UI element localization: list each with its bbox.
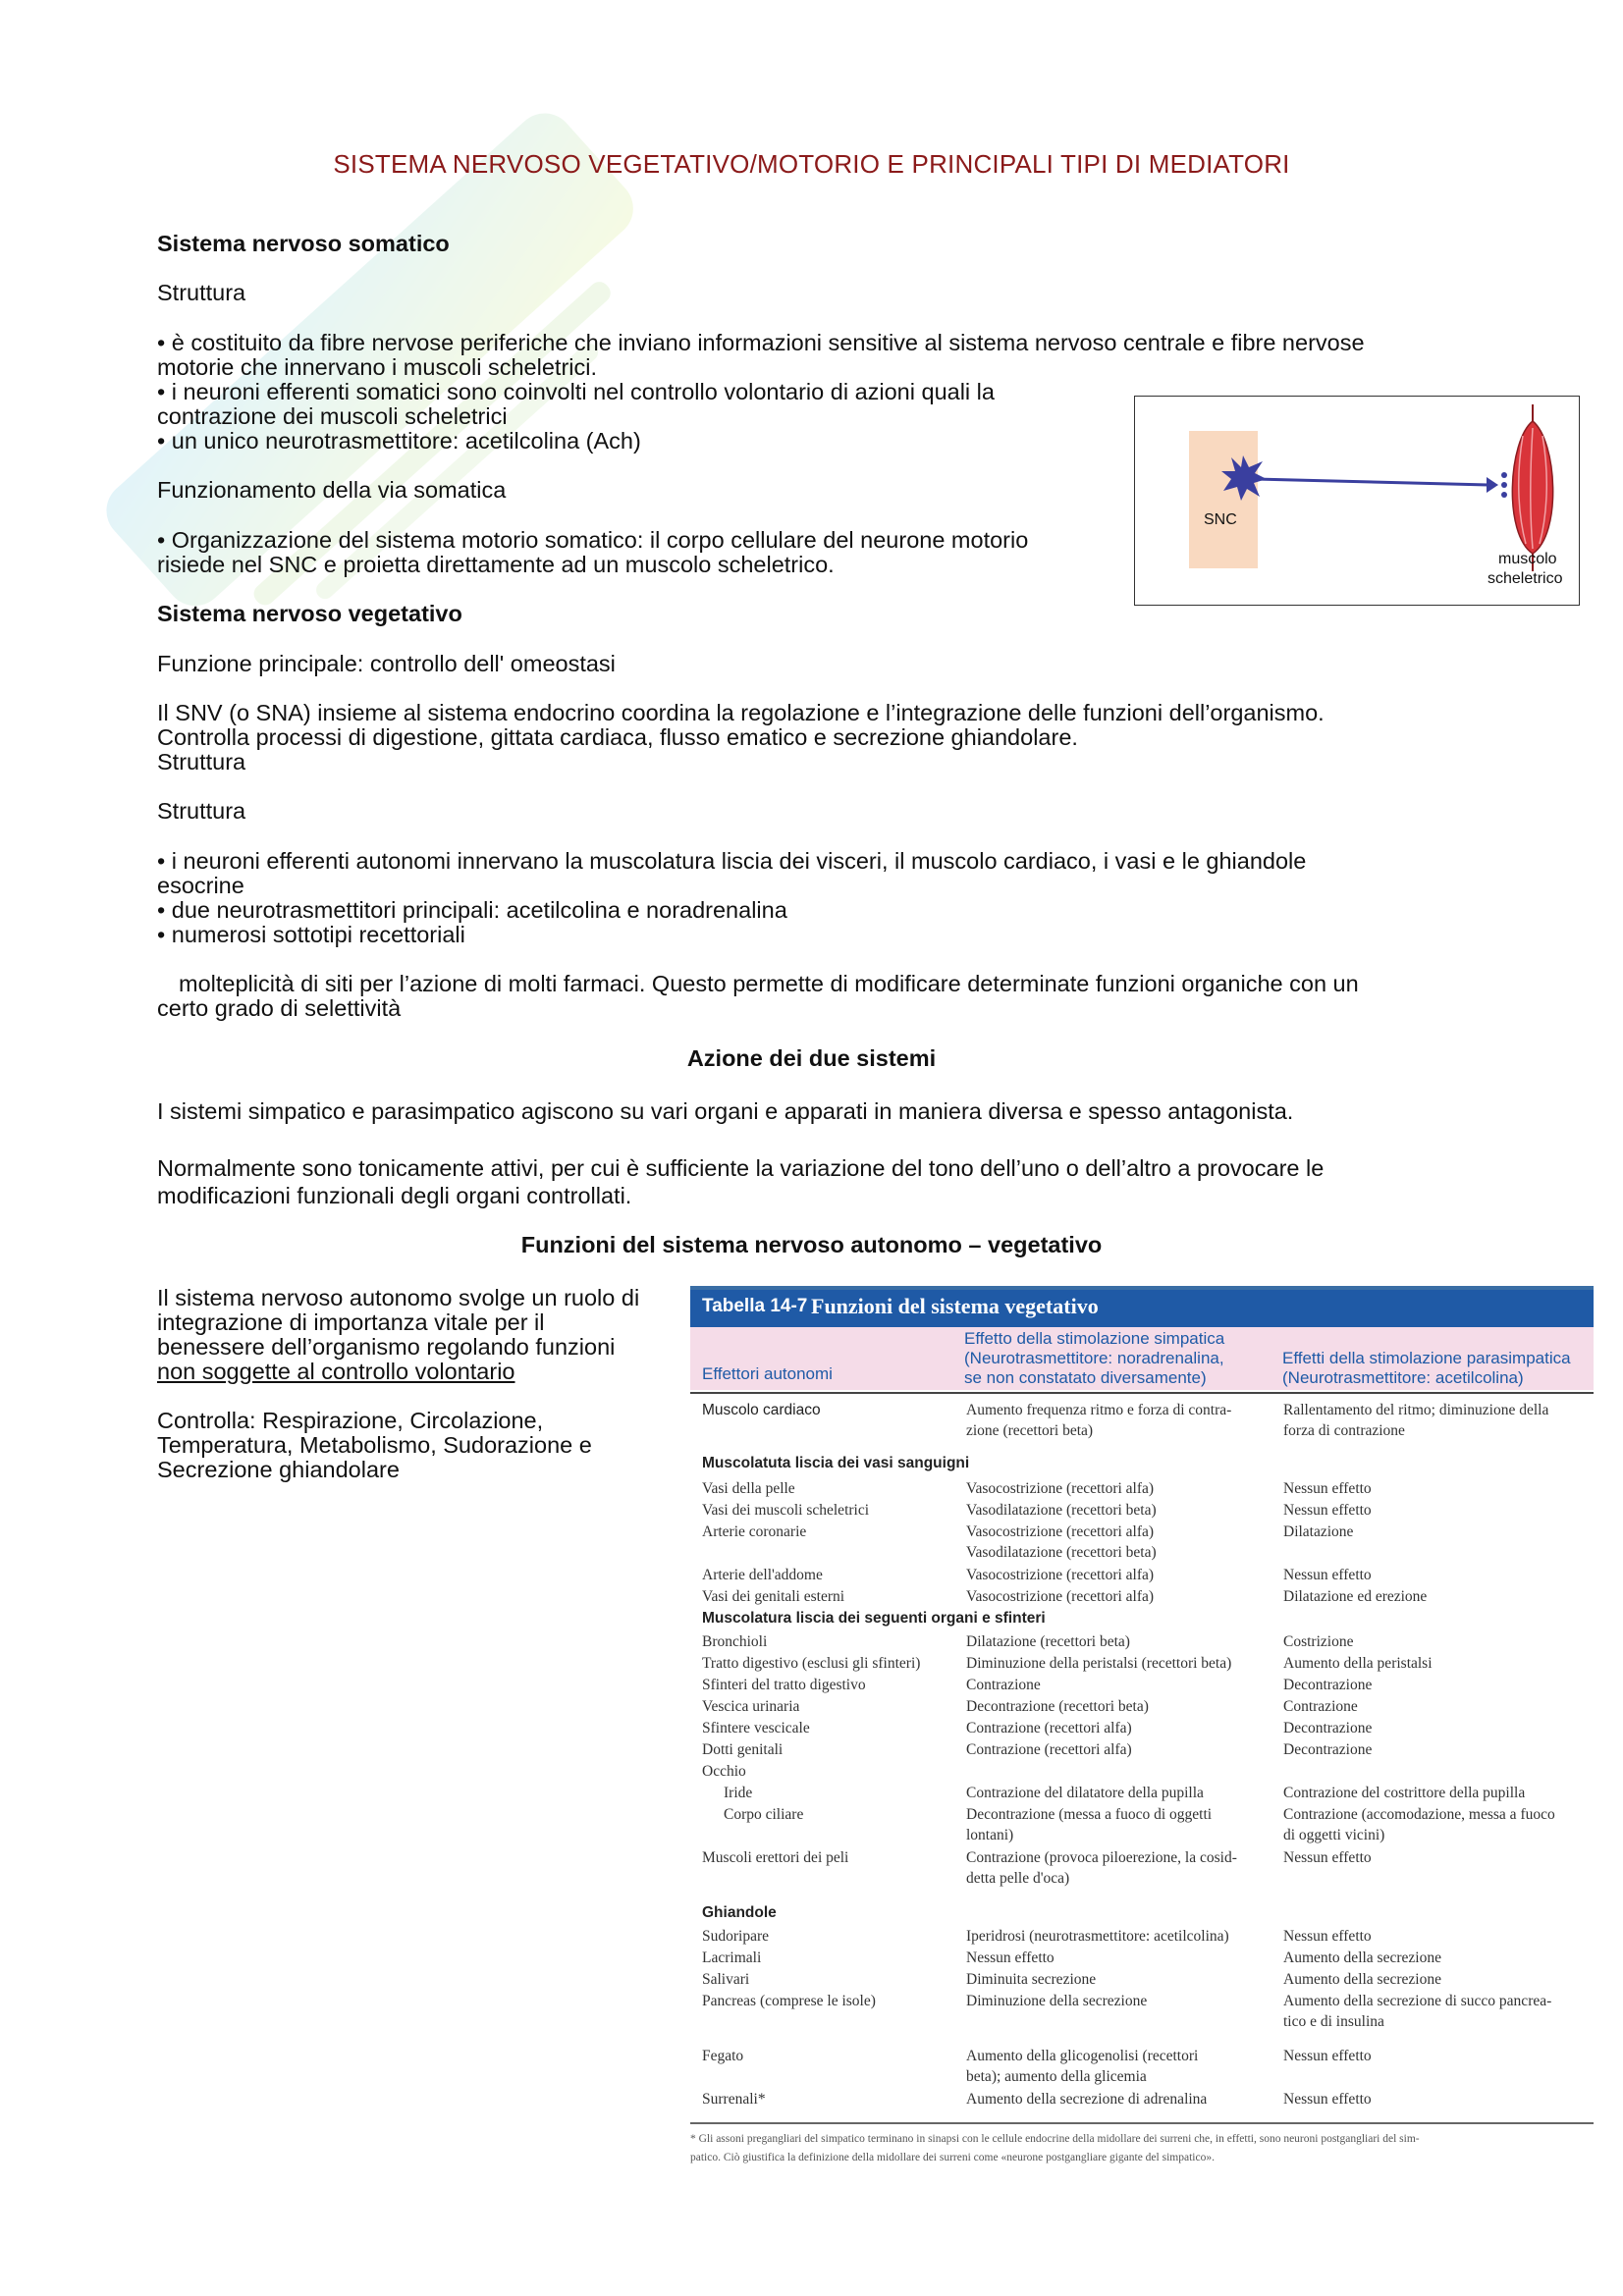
table-cell: Corpo ciliare bbox=[724, 1806, 804, 1823]
table-cell: Nessun effetto bbox=[966, 1949, 1055, 1966]
table-cell: Muscolo cardiaco bbox=[702, 1402, 821, 1418]
funzioni-text-line-2: integrazione di importanza vitale per il bbox=[157, 1309, 545, 1335]
vegetativo-bullet-2: • due neurotrasmettitori principali: acetilcolina e noradrenalina bbox=[157, 897, 787, 923]
table-footnote-line-1: * Gli assoni pregangliari del simpatico terminano in sinapsi con le cellule endocrine della midollare dei surreni che, in effetti, sono neuroni postgangliari del sim- bbox=[690, 2133, 1420, 2145]
azione-paragraph-1: I sistemi simpatico e parasimpatico agiscono su vari organi e apparati in maniera diversa e spesso antagonista. bbox=[157, 1098, 1294, 1124]
table-cell: Vasocostrizione (recettori alfa) bbox=[966, 1480, 1155, 1497]
somatico-funzionamento-label: Funzionamento della via somatica bbox=[157, 477, 507, 503]
table-cell: Surrenali* bbox=[702, 2091, 766, 2108]
table-header-rule bbox=[690, 1392, 1594, 1394]
somatico-organizzazione-line-2: risiede nel SNC e proietta direttamente ad un muscolo scheletrico. bbox=[157, 552, 835, 577]
table-cell: Vescica urinaria bbox=[702, 1698, 800, 1715]
table-cell: Dilatazione (recettori beta) bbox=[966, 1633, 1130, 1650]
column-header-simpatica: Effetto della stimolazione simpatica (Neurotrasmettitore: noradrenalina, se non constatato diversamente) bbox=[964, 1329, 1225, 1387]
somatico-bullet-2-line-2: contrazione dei muscoli scheletrici bbox=[157, 403, 508, 429]
somatico-bullet-1-line-2: motorie che innervano i muscoli scheletrici. bbox=[157, 354, 597, 380]
vegetativo-bullet-1-line-1: • i neuroni efferenti autonomi innervano la muscolatura liscia dei visceri, il muscolo cardiaco, i vasi e le ghiandole bbox=[157, 848, 1307, 874]
table-cell: Vasi della pelle bbox=[702, 1480, 795, 1497]
vegetativo-heading: Sistema nervoso vegetativo bbox=[157, 601, 462, 626]
table-cell: Dotti genitali bbox=[702, 1741, 784, 1758]
table-cell: Nessun effetto bbox=[1283, 2048, 1372, 2064]
table-cell: Diminuzione della secrezione bbox=[966, 1993, 1148, 2009]
funzioni-text-line-1: Il sistema nervoso autonomo svolge un ruolo di bbox=[157, 1285, 640, 1310]
table-cell: Diminuita secrezione bbox=[966, 1971, 1097, 1988]
muscle-label-line-2: scheletrico bbox=[1488, 570, 1563, 587]
somatico-heading: Sistema nervoso somatico bbox=[157, 231, 450, 256]
table-cell: Arterie coronarie bbox=[702, 1523, 807, 1540]
table-cell: Vasodilatazione (recettori beta) bbox=[966, 1502, 1157, 1519]
table-cell: Sfintere vescicale bbox=[702, 1720, 810, 1736]
table-footnote-line-2: patico. Ciò giustifica la definizione della midollare dei surreni come «neurone postgangliare gigante del simpatico». bbox=[690, 2152, 1215, 2163]
vegetativo-paragraph-line-2: Controlla processi di digestione, gittata cardiaca, flusso ematico e secrezione ghiandolare. bbox=[157, 724, 1078, 750]
funzioni-text-line-4: non soggette al controllo volontario bbox=[157, 1359, 515, 1384]
controlla-line-2: Temperatura, Metabolismo, Sudorazione e bbox=[157, 1432, 592, 1458]
controlla-line-3: Secrezione ghiandolare bbox=[157, 1457, 400, 1482]
table-cell: Decontrazione bbox=[1283, 1720, 1373, 1736]
table-cell: Aumento della secrezione di adrenalina bbox=[966, 2091, 1208, 2108]
table-cell: Lacrimali bbox=[702, 1949, 762, 1966]
table-cell: Nessun effetto bbox=[1283, 2091, 1372, 2108]
axon-terminal bbox=[1487, 477, 1498, 493]
table-cell: Aumento della peristalsi bbox=[1283, 1655, 1433, 1672]
table-footnote bbox=[690, 2130, 1594, 2167]
table-cell: Nessun effetto bbox=[1283, 1849, 1372, 1866]
vegetativo-bullet-1-line-2: esocrine bbox=[157, 873, 244, 898]
table-cell: Dilatazione ed erezione bbox=[1283, 1588, 1428, 1605]
table-cell: Sfinteri del tratto digestivo bbox=[702, 1677, 866, 1693]
table-cell: Contrazione (recettori alfa) bbox=[966, 1741, 1132, 1758]
somatico-struttura-label: Struttura bbox=[157, 280, 246, 305]
table-cell: Decontrazione (messa a fuoco di oggetti lontani) bbox=[966, 1806, 1213, 1843]
table-cell: Diminuzione della peristalsi (recettori beta) bbox=[966, 1655, 1232, 1672]
table-cell: Aumento della secrezione bbox=[1283, 1949, 1441, 1966]
table-cell: Decontrazione bbox=[1283, 1741, 1373, 1758]
vegetativo-molteplicita-line-1: molteplicità di siti per l’azione di molti farmaci. Questo permette di modificare determinate funzioni organiche con un bbox=[179, 971, 1359, 996]
table-cell: Dilatazione bbox=[1283, 1523, 1354, 1540]
table-cell: Pancreas (comprese le isole) bbox=[702, 1993, 876, 2009]
funzioni-heading: Funzioni del sistema nervoso autonomo – vegetativo bbox=[520, 1232, 1103, 1257]
table-cell: Occhio bbox=[702, 1763, 746, 1780]
table-cell: Aumento della glicogenolisi (recettori beta); aumento della glicemia bbox=[966, 2048, 1199, 2085]
table-section-vasi: Muscolatuta liscia dei vasi sanguigni bbox=[702, 1455, 970, 1471]
vegetativo-struttura-label-2: Struttura bbox=[157, 798, 246, 824]
somatico-bullet-3: • un unico neurotrasmettitore: acetilcolina (Ach) bbox=[157, 428, 641, 454]
page-title: SISTEMA NERVOSO VEGETATIVO/MOTORIO E PRINCIPALI TIPI DI MEDIATORI bbox=[333, 149, 1290, 179]
funzioni-text-line-3: benessere dell’organismo regolando funzioni bbox=[157, 1334, 616, 1360]
somatic-pathway-figure bbox=[1134, 396, 1580, 606]
table-cell: Salivari bbox=[702, 1971, 750, 1988]
table-cell: Bronchioli bbox=[702, 1633, 768, 1650]
controlla-line-1: Controlla: Respirazione, Circolazione, bbox=[157, 1408, 544, 1433]
table-cell: Nessun effetto bbox=[1283, 1480, 1372, 1497]
table-section-ghiandole: Ghiandole bbox=[702, 1904, 777, 1921]
table-cell: Vasi dei genitali esterni bbox=[702, 1588, 845, 1605]
table-cell: Fegato bbox=[702, 2048, 744, 2064]
table-cell: Iride bbox=[724, 1785, 753, 1801]
table-cell: Rallentamento del ritmo; diminuzione della forza di contrazione bbox=[1283, 1402, 1549, 1439]
table-cell: Vasocostrizione (recettori alfa) bbox=[966, 1567, 1155, 1583]
azione-heading: Azione dei due sistemi bbox=[686, 1045, 937, 1071]
table-cell: Contrazione bbox=[1283, 1698, 1358, 1715]
axon-line bbox=[1255, 479, 1488, 485]
table-cell: Nessun effetto bbox=[1283, 1502, 1372, 1519]
azione-paragraph-2-line-2: modificazioni funzionali degli organi controllati. bbox=[157, 1183, 632, 1208]
table-cell: Arterie dell'addome bbox=[702, 1567, 823, 1583]
column-header-effettori: Effettori autonomi bbox=[702, 1364, 833, 1383]
table-cell: Aumento frequenza ritmo e forza di contra- zione (recettori beta) bbox=[966, 1402, 1232, 1439]
table-cell: Aumento della secrezione di succo pancrea- tico e di insulina bbox=[1283, 1993, 1552, 2030]
table-cell: Contrazione del costrittore della pupilla bbox=[1283, 1785, 1526, 1801]
table-cell: Decontrazione (recettori beta) bbox=[966, 1698, 1149, 1715]
table-cell: Nessun effetto bbox=[1283, 1567, 1372, 1583]
snc-label: SNC bbox=[1204, 511, 1237, 528]
table-cell: Nessun effetto bbox=[1283, 1928, 1372, 1945]
table-cell: Sudoripare bbox=[702, 1928, 770, 1945]
somatic-pathway-diagram bbox=[1135, 397, 1579, 605]
column-header-parasimpatica: Effetti della stimolazione parasimpatica (Neurotrasmettitore: acetilcolina) bbox=[1282, 1349, 1571, 1387]
table-cell: Contrazione bbox=[966, 1677, 1041, 1693]
snc-box bbox=[1189, 431, 1258, 568]
vegetativo-paragraph-line-1: Il SNV (o SNA) insieme al sistema endocrino coordina la regolazione e l’integrazione delle funzioni dell’organismo. bbox=[157, 700, 1325, 725]
table-section-organi: Muscolatura liscia dei seguenti organi e sfinteri bbox=[702, 1610, 1046, 1627]
table-cell: Iperidrosi (neurotrasmettitore: acetilcolina) bbox=[966, 1928, 1229, 1945]
vegetativo-struttura-label-1: Struttura bbox=[157, 749, 246, 774]
table-cell: Contrazione (recettori alfa) bbox=[966, 1720, 1132, 1736]
table-cell: Decontrazione bbox=[1283, 1677, 1373, 1693]
functions-table bbox=[690, 1286, 1594, 2171]
skeletal-muscle-shape bbox=[1512, 404, 1552, 571]
somatico-bullet-2-line-1: • i neuroni efferenti somatici sono coinvolti nel controllo volontario di azioni quali la bbox=[157, 379, 995, 404]
muscle-label-line-1: muscolo bbox=[1498, 551, 1557, 567]
azione-paragraph-2-line-1: Normalmente sono tonicamente attivi, per cui è sufficiente la variazione del tono dell’uno o dell’altro a provocare le bbox=[157, 1155, 1325, 1181]
table-cell: Contrazione del dilatatore della pupilla bbox=[966, 1785, 1204, 1801]
table-header bbox=[690, 1327, 1594, 1390]
table-cell: Costrizione bbox=[1283, 1633, 1354, 1650]
table-cell: Aumento della secrezione bbox=[1283, 1971, 1441, 1988]
table-bottom-rule bbox=[690, 2122, 1594, 2124]
table-cell: Muscoli erettori dei peli bbox=[702, 1849, 849, 1866]
vegetativo-bullet-3: • numerosi sottotipi recettoriali bbox=[157, 922, 465, 947]
somatico-organizzazione-line-1: • Organizzazione del sistema motorio somatico: il corpo cellulare del neurone motorio bbox=[157, 527, 1029, 553]
table-cell: Tratto digestivo (esclusi gli sfinteri) bbox=[702, 1655, 921, 1672]
table-title: Funzioni del sistema vegetativo bbox=[811, 1294, 1099, 1318]
table-title-bar bbox=[690, 1290, 1594, 1327]
table-cell: Vasocostrizione (recettori alfa) Vasodilatazione (recettori beta) bbox=[966, 1523, 1157, 1561]
vegetativo-molteplicita-line-2: certo grado di selettività bbox=[157, 995, 402, 1021]
table-cell: Contrazione (provoca piloerezione, la cosid- detta pelle d'oca) bbox=[966, 1849, 1237, 1887]
vegetativo-funzione: Funzione principale: controllo dell' omeostasi bbox=[157, 651, 616, 676]
table-cell: Contrazione (accomodazione, messa a fuoco di oggetti vicini) bbox=[1283, 1806, 1555, 1843]
table-cell: Vasocostrizione (recettori alfa) bbox=[966, 1588, 1155, 1605]
table-number: Tabella 14-7 bbox=[702, 1296, 808, 1316]
somatico-bullet-1-line-1: • è costituito da fibre nervose periferiche che inviano informazioni sensitive al sistema nervoso centrale e fibre nervose bbox=[157, 330, 1365, 355]
acetylcholine-dots bbox=[1501, 472, 1507, 498]
table-cell: Vasi dei muscoli scheletrici bbox=[702, 1502, 870, 1519]
